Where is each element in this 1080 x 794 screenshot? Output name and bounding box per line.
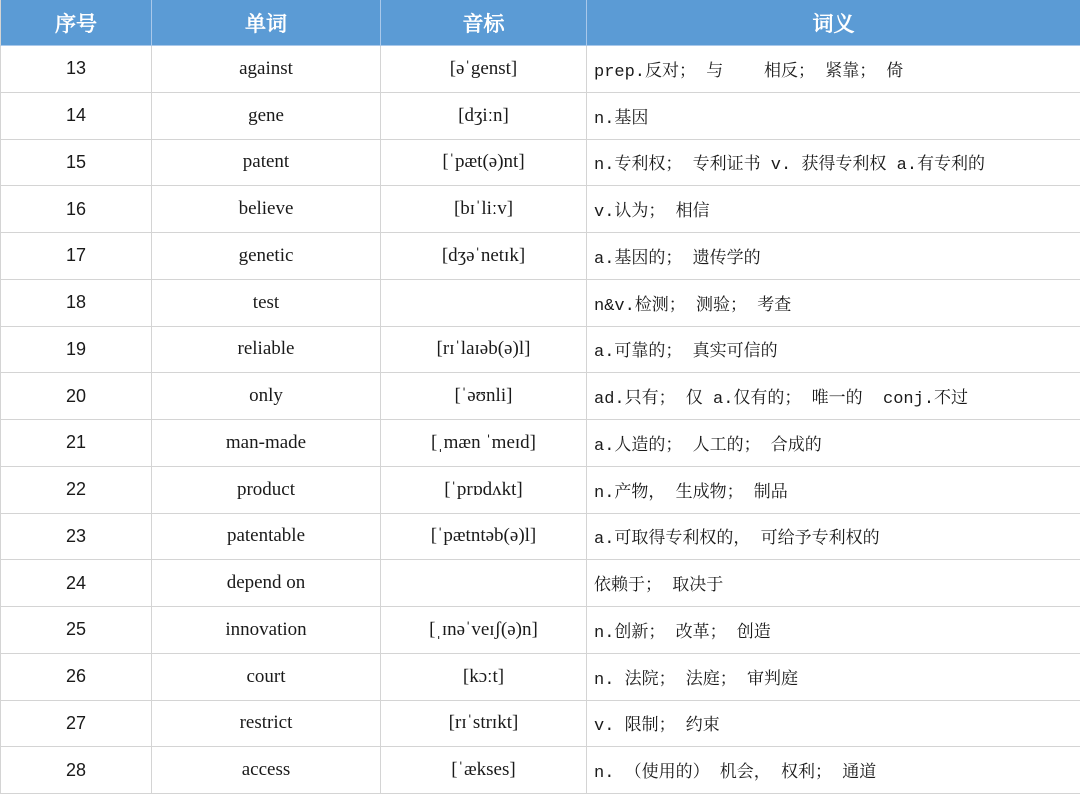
row-meaning: v. 限制； 约束 bbox=[587, 701, 1080, 748]
row-meaning: n. 法院； 法庭； 审判庭 bbox=[587, 654, 1080, 701]
row-word: patent bbox=[152, 140, 381, 187]
row-word: reliable bbox=[152, 327, 381, 374]
row-phonetic: [ˈəʊnli] bbox=[381, 373, 587, 420]
row-meaning: a.可取得专利权的， 可给予专利权的 bbox=[587, 514, 1080, 561]
row-word: court bbox=[152, 654, 381, 701]
row-word: restrict bbox=[152, 701, 381, 748]
row-number: 19 bbox=[0, 327, 152, 374]
row-word: test bbox=[152, 280, 381, 327]
row-phonetic bbox=[381, 560, 587, 607]
row-meaning: n. （使用的） 机会， 权利； 通道 bbox=[587, 747, 1080, 794]
row-phonetic: [dʒəˈnetɪk] bbox=[381, 233, 587, 280]
row-word: believe bbox=[152, 186, 381, 233]
row-word: product bbox=[152, 467, 381, 514]
row-phonetic: [ˌmæn ˈmeɪd] bbox=[381, 420, 587, 467]
row-number: 24 bbox=[0, 560, 152, 607]
row-phonetic: [rɪˈstrɪkt] bbox=[381, 701, 587, 748]
row-meaning: n.创新； 改革； 创造 bbox=[587, 607, 1080, 654]
header-phonetic: 音标 bbox=[381, 0, 587, 46]
row-phonetic: [rɪˈlaɪəb(ə)l] bbox=[381, 327, 587, 374]
row-number: 14 bbox=[0, 93, 152, 140]
row-meaning: prep.反对； 与 相反； 紧靠； 倚 bbox=[587, 46, 1080, 93]
row-number: 17 bbox=[0, 233, 152, 280]
row-word: innovation bbox=[152, 607, 381, 654]
row-number: 28 bbox=[0, 747, 152, 794]
row-number: 26 bbox=[0, 654, 152, 701]
row-meaning: v.认为； 相信 bbox=[587, 186, 1080, 233]
row-number: 16 bbox=[0, 186, 152, 233]
row-word: against bbox=[152, 46, 381, 93]
row-number: 23 bbox=[0, 514, 152, 561]
row-meaning: a.可靠的； 真实可信的 bbox=[587, 327, 1080, 374]
row-word: patentable bbox=[152, 514, 381, 561]
row-word: only bbox=[152, 373, 381, 420]
row-meaning: a.人造的； 人工的； 合成的 bbox=[587, 420, 1080, 467]
row-number: 27 bbox=[0, 701, 152, 748]
header-word: 单词 bbox=[152, 0, 381, 46]
row-word: genetic bbox=[152, 233, 381, 280]
row-number: 20 bbox=[0, 373, 152, 420]
row-meaning: 依赖于； 取决于 bbox=[587, 560, 1080, 607]
row-phonetic: [kɔːt] bbox=[381, 654, 587, 701]
row-phonetic: [dʒiːn] bbox=[381, 93, 587, 140]
row-number: 25 bbox=[0, 607, 152, 654]
row-word: access bbox=[152, 747, 381, 794]
row-phonetic bbox=[381, 280, 587, 327]
row-phonetic: [ˈpæt(ə)nt] bbox=[381, 140, 587, 187]
row-meaning: n&v.检测； 测验； 考查 bbox=[587, 280, 1080, 327]
row-word: gene bbox=[152, 93, 381, 140]
row-number: 13 bbox=[0, 46, 152, 93]
row-meaning: a.基因的； 遗传学的 bbox=[587, 233, 1080, 280]
row-meaning: n.专利权； 专利证书 v. 获得专利权 a.有专利的 bbox=[587, 140, 1080, 187]
row-phonetic: [ˈprɒdʌkt] bbox=[381, 467, 587, 514]
header-number: 序号 bbox=[0, 0, 152, 46]
row-number: 18 bbox=[0, 280, 152, 327]
row-phonetic: [ˈpætntəb(ə)l] bbox=[381, 514, 587, 561]
row-meaning: n.产物， 生成物； 制品 bbox=[587, 467, 1080, 514]
row-word: depend on bbox=[152, 560, 381, 607]
row-number: 22 bbox=[0, 467, 152, 514]
row-phonetic: [ˈækses] bbox=[381, 747, 587, 794]
row-phonetic: [ˌɪnəˈveɪʃ(ə)n] bbox=[381, 607, 587, 654]
row-number: 15 bbox=[0, 140, 152, 187]
row-phonetic: [bɪˈliːv] bbox=[381, 186, 587, 233]
row-word: man-made bbox=[152, 420, 381, 467]
header-meaning: 词义 bbox=[587, 0, 1080, 46]
row-meaning: n.基因 bbox=[587, 93, 1080, 140]
row-number: 21 bbox=[0, 420, 152, 467]
row-phonetic: [əˈgenst] bbox=[381, 46, 587, 93]
row-meaning: ad.只有； 仅 a.仅有的； 唯一的 conj.不过 bbox=[587, 373, 1080, 420]
